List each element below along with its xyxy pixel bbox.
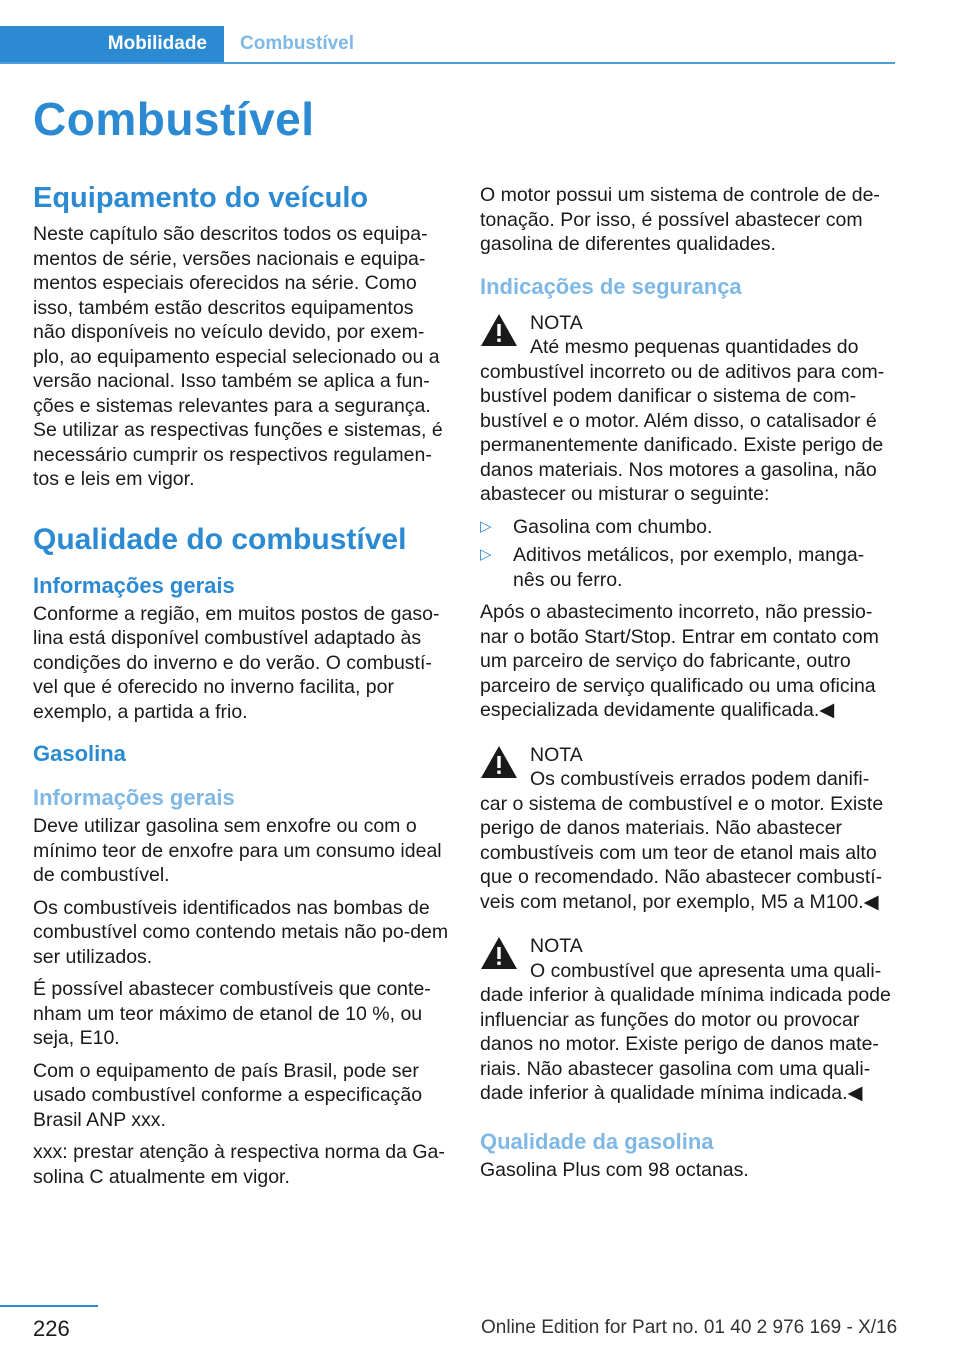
page-number: 226	[33, 1316, 70, 1341]
left-column	[33, 180, 451, 1197]
list-item: ▷ Aditivos metálicos, por exemplo, manga-nês ou ferro.	[480, 544, 865, 591]
paragraph-informacoes-1: Conforme a região, em muitos postos de gaso-lina está disponível combustível adaptado às condições do inverno e do verão. O combustí-vel que é oferecido no inverno facilita, por exemplo, a partida a frio.	[33, 602, 440, 723]
paragraph-norma: xxx: prestar atenção à respectiva norma da Ga-solina C atualmente em vigor.	[33, 1141, 445, 1188]
heading-qualidade: Qualidade do combustível	[33, 522, 407, 556]
note-body-1: combustível incorreto ou de aditivos para com-bustível podem danificar o sistema de com-bustível e o motor. Além disso, o catalisador é permanentemente danificado. Existe perigo de danos materiais. Nos motores a gasolina, não abastecer ou misturar o seguinte:	[480, 360, 885, 505]
footer-divider	[0, 1305, 98, 1307]
paragraph-etanol: É possível abastecer combustíveis que conte-nham um teor máximo de etanol de 10 %, ou seja, E10.	[33, 978, 431, 1049]
warning-note-1	[480, 311, 895, 507]
note-title-1: NOTA	[530, 311, 583, 334]
paragraph-equipamento: Neste capítulo são descritos todos os equipa-mentos de série, versões nacionais e equipa-mentos especiais oferecidos na série. Como isso, também estão descritos equipamentos não disponíveis no veículo devido, por exem-plo, ao equipamento especial selecionado ou a versão nacional. Isso também se aplica a fun-ções e sistemas relevantes para a segurança. Se utilizar as respectivas funções e sistemas, é necessário cumprir os respectivos regulamen-tos e leis em vigor.	[33, 223, 443, 490]
note-body-2: car o sistema de combustível e o motor. Existe perigo de danos materiais. Não abastecer combustíveis com um teor de etanol mais alto que o recomendado. Não abastecer combustí-veis com metanol, por exemplo, M5 a M100.◀	[480, 792, 884, 913]
page-title: Combustível	[33, 93, 315, 145]
heading-gasolina: Gasolina	[33, 741, 126, 766]
bullet-list	[480, 515, 895, 593]
list-item: ▷ Gasolina com chumbo.	[480, 515, 713, 538]
heading-equipamento: Equipamento do veículo	[33, 182, 369, 214]
note-first-line-1: Até mesmo pequenas quantidades do	[530, 336, 859, 358]
note-body-3: dade inferior à qualidade mínima indicada pode influenciar as funções do motor ou provocar danos no motor. Existe perigo de danos mate-riais. Não abastecer gasolina com uma quali-dade inferior à qualidade mínima indicada.◀	[480, 984, 891, 1104]
warning-triangle-icon	[480, 936, 518, 970]
paragraph-metais: Os combustíveis identificados nas bombas de combustível como contendo metais não po-dem ser utilizados.	[33, 896, 449, 968]
paragraph-brasil: Com o equipamento de país Brasil, pode ser usado combustível conforme a especificação Brasil ANP xxx.	[33, 1059, 423, 1131]
paragraph-enxofre: Deve utilizar gasolina sem enxofre ou com o mínimo teor de enxofre para um consumo ideal de combustível.	[33, 815, 442, 886]
note-first-line-2: Os combustíveis errados podem danifi-	[530, 768, 870, 790]
paragraph-apos-abastecimento: Após o abastecimento incorreto, não pressio-nar o botão Start/Stop. Entrar em contato com um parceiro de serviço do fabricante, outro parceiro de serviço qualificado ou uma oficina especializada devidamente qualificada.◀	[480, 601, 879, 721]
heading-informacoes-gerais-1: Informações gerais	[33, 572, 235, 598]
bullet-arrow-icon: ▷	[480, 546, 492, 563]
heading-qualidade-gasolina: Qualidade da gasolina	[480, 1128, 714, 1154]
paragraph-detonacao: O motor possui um sistema de controle de de-tonação. Por isso, é possível abastecer com gasolina de diferentes qualidades.	[480, 184, 880, 255]
tab-mobilidade[interactable]: Mobilidade	[0, 26, 224, 62]
warning-triangle-icon	[480, 313, 518, 347]
heading-seguranca: Indicações de segurança	[480, 273, 742, 299]
warning-note-3	[480, 934, 895, 1106]
right-column	[480, 183, 895, 1190]
footer-edition: Online Edition for Part no. 01 40 2 976 169 - X/16	[481, 1317, 898, 1338]
note-title-2: NOTA	[530, 743, 583, 766]
note-title-3: NOTA	[530, 935, 583, 957]
warning-triangle-icon	[480, 745, 518, 779]
note-first-line-3: O combustível que apresenta uma quali-	[530, 959, 882, 982]
bullet-arrow-icon: ▷	[480, 517, 492, 535]
heading-informacoes-gerais-2: Informações gerais	[33, 785, 235, 810]
paragraph-octanas: Gasolina Plus com 98 octanas.	[480, 1158, 749, 1181]
warning-note-2	[480, 743, 895, 915]
header-tabs	[0, 26, 895, 64]
tab-combustivel[interactable]: Combustível	[240, 33, 355, 54]
